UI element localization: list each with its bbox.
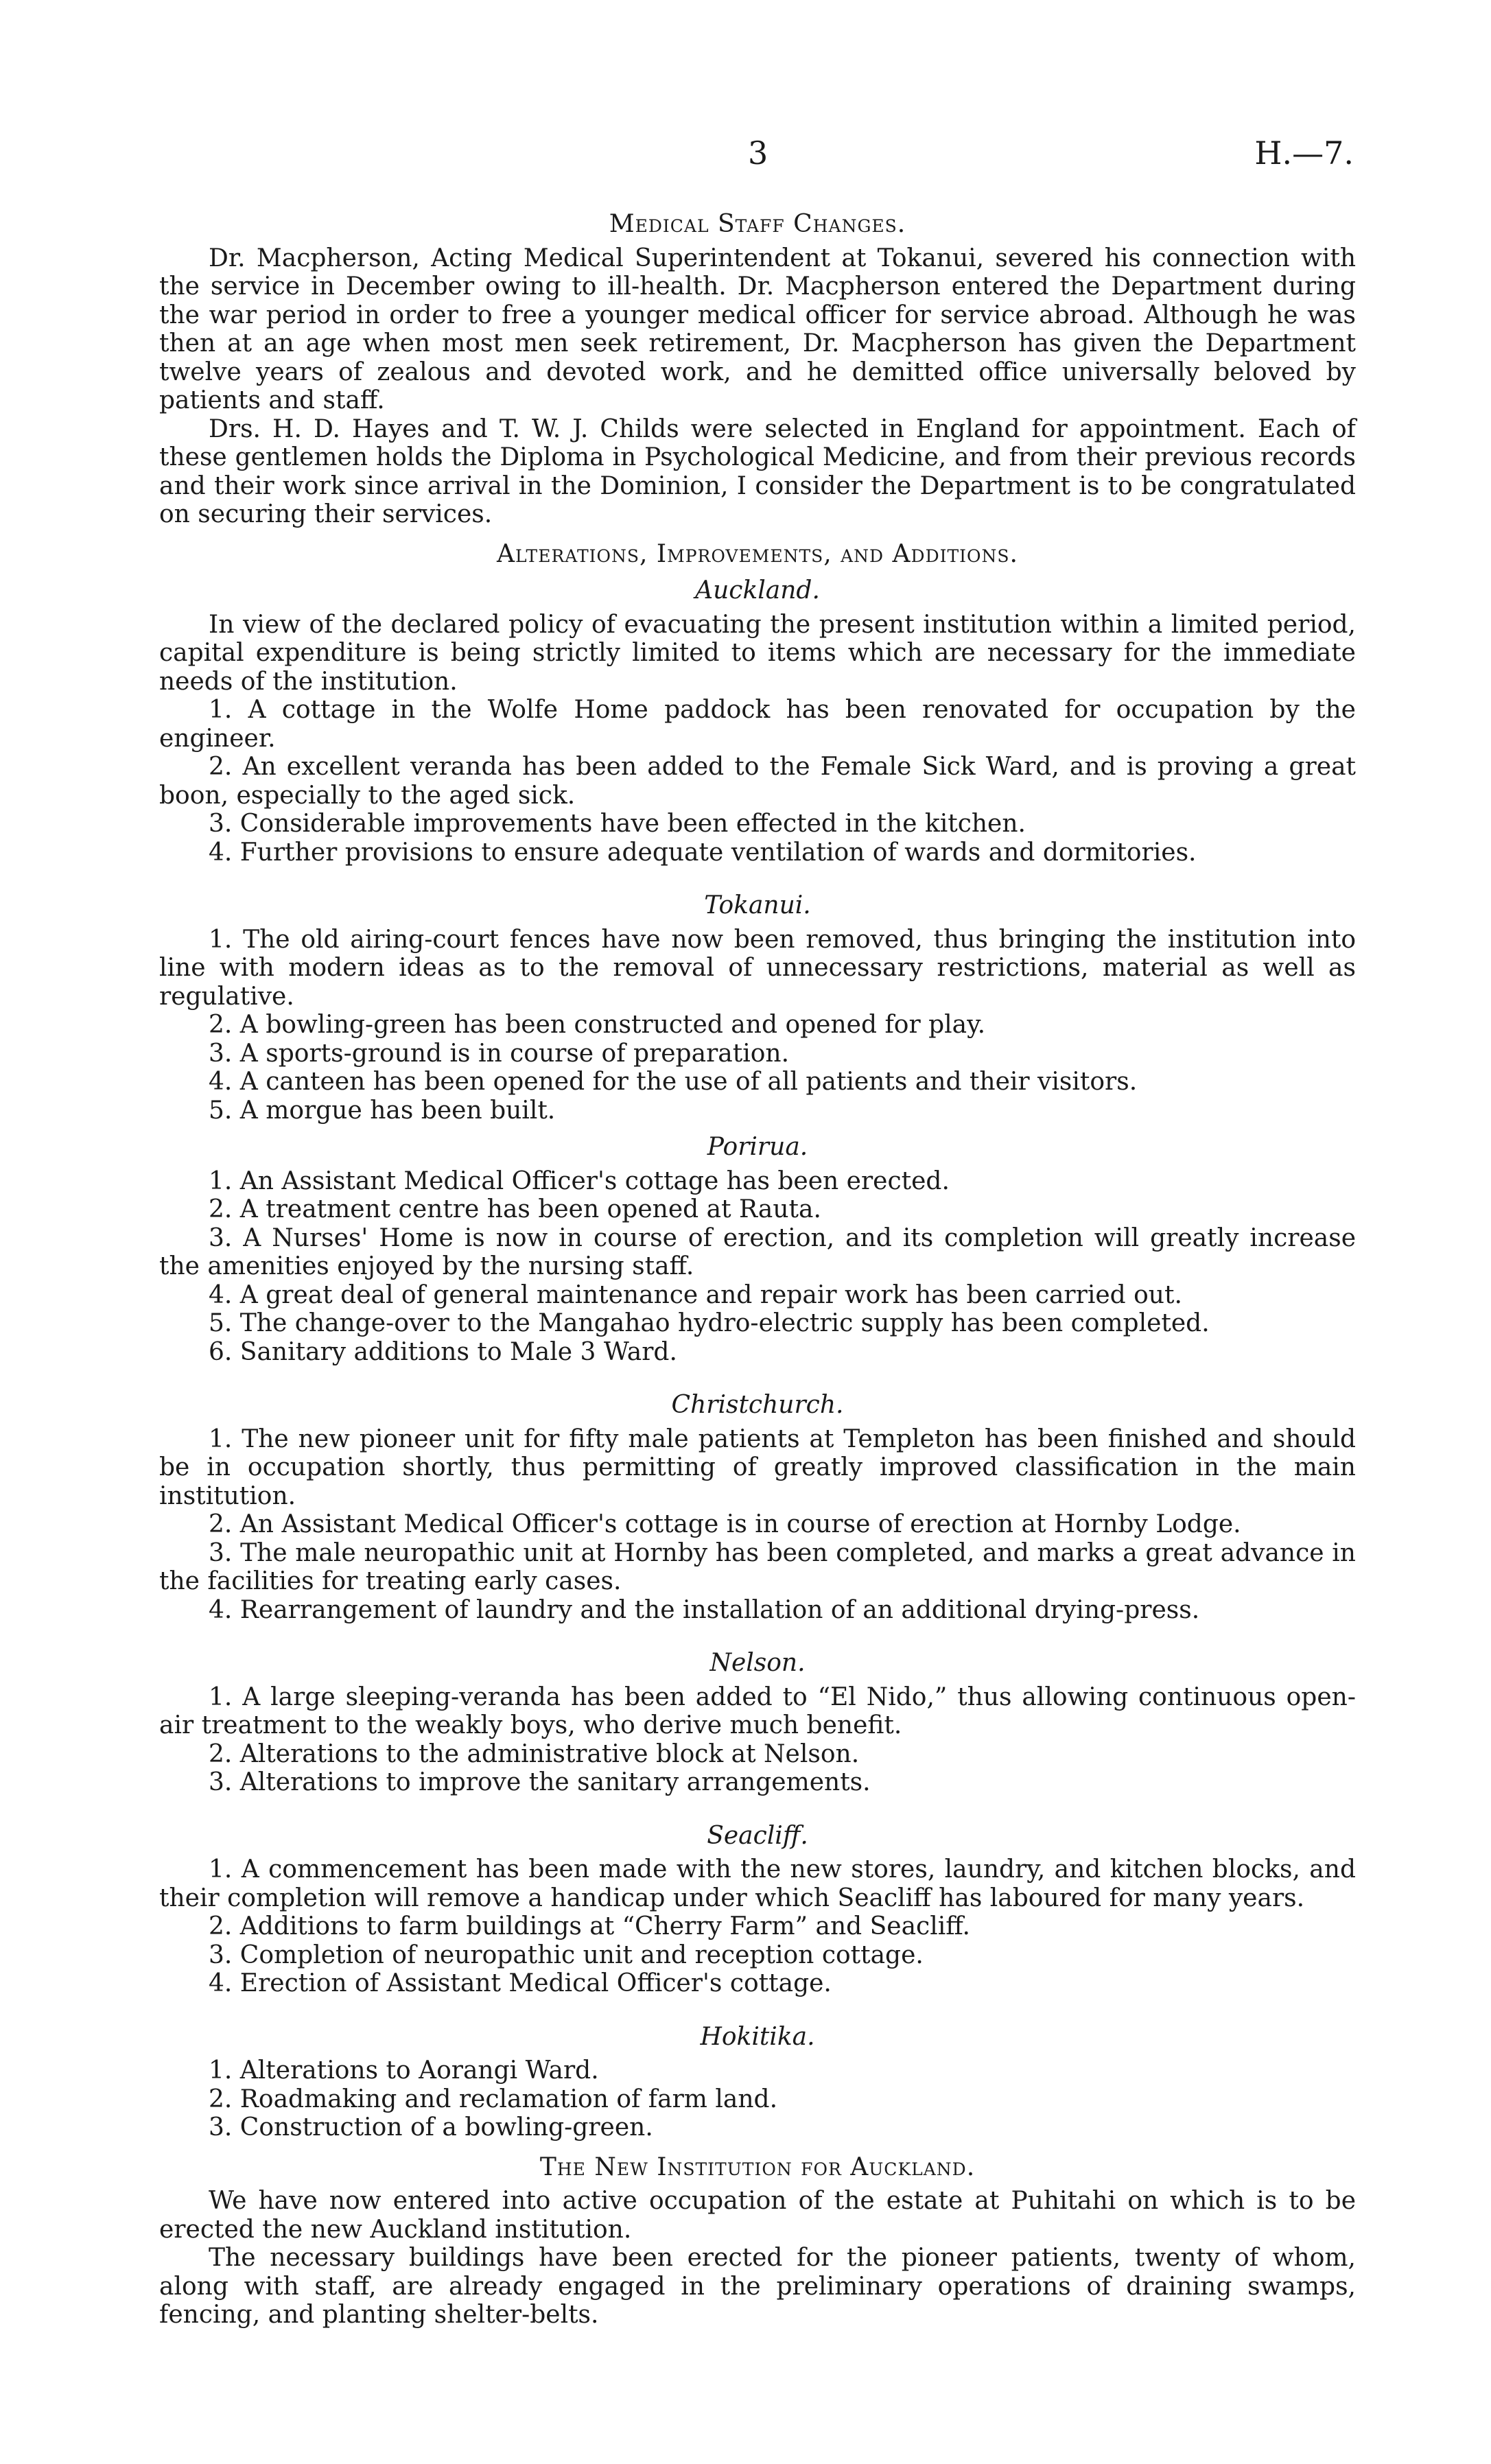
subheading-nelson: Nelson. [709,1649,806,1677]
list-item: 1. The old airing-court fences have now been removed, thus bringing the institution into line with modern ideas as to the removal of unnecessary restrictions, material as well as regulative. [159,925,1356,1011]
list-item: 4. Erection of Assistant Medical Officer's cottage. [209,1969,832,1997]
list-item: 2. Roadmaking and reclamation of farm land. [209,2085,778,2113]
list-item: 2. An Assistant Medical Officer's cottage is in course of erection at Hornby Lodge. [209,1510,1241,1538]
list-item: 1. A commencement has been made with the new stores, laundry, and kitchen blocks, and their completion will remove a handicap under which Seacliff has laboured for many years. [159,1855,1356,1912]
paragraph: The necessary buildings have been erected for the pioneer patients, twenty of whom, along with staff, are already engaged in the preliminary operations of draining swamps, fencing, and planting shelter-belts. [159,2244,1356,2329]
list-item: 3. The male neuropathic unit at Hornby has been completed, and marks a great advance in the facilities for treating early cases. [159,1538,1356,1595]
section-heading-new-institution: The New Institution for Auckland. [539,2152,976,2181]
list-item: 2. A bowling-green has been constructed and opened for play. [209,1011,986,1039]
section-heading-alterations: Alterations, Improvements, and Additions. [496,539,1019,568]
paragraph: In view of the declared policy of evacuating the present institution within a limited period, capital expenditure is being strictly limited to items which are necessary for the immediate needs of the institution. [159,610,1356,696]
list-item: 5. The change-over to the Mangahao hydro-electric supply has been completed. [209,1309,1210,1337]
page-number: 3 [748,134,768,172]
section-heading-medical-staff: Medical Staff Changes. [609,210,906,238]
list-item: 3. Completion of neuropathic unit and reception cottage. [209,1940,924,1969]
paragraph: Drs. H. D. Hayes and T. W. J. Childs were selected in England for appointment. Each of these gentlemen holds the Diploma in Psychological Medicine, and from their previous records and their work since arrival in the Dominion, I consider the Department is to be congratulated on securing their services. [159,414,1356,528]
subheading-porirua: Porirua. [707,1133,808,1161]
list-item: 1. The new pioneer unit for fifty male patients at Templeton has been finished and should be in occupation shortly, thus permitting of greatly improved classification in the main institution. [159,1424,1356,1510]
list-item: 4. Rearrangement of laundry and the installation of an additional drying-press. [209,1595,1200,1624]
subheading-christchurch: Christchurch. [671,1391,844,1419]
list-item: 2. Alterations to the administrative block at Nelson. [209,1739,860,1768]
document-body [159,199,1356,2330]
list-item: 3. A Nurses' Home is now in course of erection, and its completion will greatly increase the amenities enjoyed by the nursing staff. [159,1223,1356,1280]
list-item: 2. Additions to farm buildings at “Cherry Farm” and Seacliff. [209,1912,970,1940]
subheading-seacliff: Seacliff. [707,1821,808,1850]
list-item: 2. An excellent veranda has been added to the Female Sick Ward, and is proving a great boon, especially to the aged sick. [159,753,1356,810]
document-reference: H.—7. [1254,134,1354,172]
subheading-hokitika: Hokitika. [700,2022,815,2051]
list-item: 3. Construction of a bowling-green. [209,2113,653,2142]
list-item: 1. An Assistant Medical Officer's cottage has been erected. [209,1166,950,1195]
list-item: 4. A canteen has been opened for the use of all patients and their visitors. [209,1068,1138,1096]
list-item: 5. A morgue has been built. [209,1096,556,1125]
list-item: 4. A great deal of general maintenance and repair work has been carried out. [209,1280,1182,1309]
subheading-tokanui: Tokanui. [704,891,811,919]
list-item: 2. A treatment centre has been opened at Rauta. [209,1195,821,1223]
list-item: 1. A large sleeping-veranda has been added to “El Nido,” thus allowing continuous open-air treatment to the weakly boys, who derive much benefit. [159,1682,1356,1739]
list-item: 1. A cottage in the Wolfe Home paddock has been renovated for occupation by the engineer. [159,696,1356,753]
list-item: 3. A sports-ground is in course of preparation. [209,1039,790,1068]
list-item: 3. Alterations to improve the sanitary arrangements. [209,1768,871,1796]
paragraph: Dr. Macpherson, Acting Medical Superintendent at Tokanui, severed his connection with the service in December owing to ill-health. Dr. Macpherson entered the Department during the war period in order to free a younger medical officer for service abroad. Although he was then at an age when most men seek retirement, Dr. Macpherson has given the Department twelve years of zealous and devoted work, and he demitted office universally beloved by patients and staff. [159,244,1356,414]
list-item: 4. Further provisions to ensure adequate ventilation of wards and dormitories. [209,838,1197,867]
list-item: 1. Alterations to Aorangi Ward. [209,2056,599,2085]
list-item: 3. Considerable improvements have been effected in the kitchen. [209,810,1026,838]
paragraph: We have now entered into active occupation of the estate at Puhitahi on which is to be erected the new Auckland institution. [159,2187,1356,2244]
subheading-auckland: Auckland. [695,576,820,605]
list-item: 6. Sanitary additions to Male 3 Ward. [209,1337,677,1366]
